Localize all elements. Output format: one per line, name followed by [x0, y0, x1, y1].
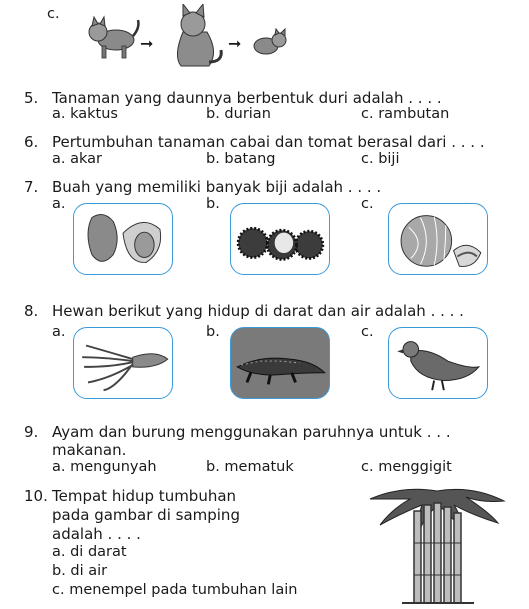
q5-option-b[interactable]: b. durian — [206, 106, 271, 122]
kitten-image — [86, 12, 142, 62]
q9-text-line1: Ayam dan burung menggunakan paruhnya untuk . . . — [52, 423, 451, 441]
q5-option-a[interactable]: a. kaktus — [52, 106, 118, 122]
q4-option-c-label: c. — [47, 6, 60, 22]
q10-text-line2: pada gambar di samping — [52, 506, 240, 524]
q8-number: 8. — [24, 302, 39, 320]
q10-option-c[interactable]: c. menempel pada tumbuhan lain — [52, 582, 298, 598]
q6-option-c[interactable]: c. biji — [361, 151, 400, 167]
q5-text: Tanaman yang daunnya berbentuk duri adalah . . . . — [52, 89, 442, 107]
q10-text-line3: adalah . . . . — [52, 525, 141, 543]
melon-image[interactable] — [388, 203, 488, 275]
q7-option-b[interactable]: b. — [206, 196, 220, 212]
rambutan-image[interactable] — [230, 203, 330, 275]
q10-option-a[interactable]: a. di darat — [52, 544, 127, 560]
arrow-icon: ➞ — [228, 34, 242, 53]
q10-option-b[interactable]: b. di air — [52, 563, 108, 579]
q9-option-a[interactable]: a. mengunyah — [52, 459, 157, 475]
baby-kitten-image — [252, 28, 288, 56]
q7-text: Buah yang memiliki banyak biji adalah . . . . — [52, 178, 382, 196]
mango-image[interactable] — [73, 203, 173, 275]
q7-option-c[interactable]: c. — [361, 196, 374, 212]
q6-option-a[interactable]: a. akar — [52, 151, 102, 167]
q5-number: 5. — [24, 89, 39, 107]
q7-number: 7. — [24, 178, 39, 196]
q7-option-a[interactable]: a. — [52, 196, 66, 212]
q6-number: 6. — [24, 133, 39, 151]
q6-option-b[interactable]: b. batang — [206, 151, 276, 167]
q10-text-line1: Tempat hidup tumbuhan — [52, 487, 237, 505]
q8-option-c[interactable]: c. — [361, 324, 374, 340]
q5-option-c[interactable]: c. rambutan — [361, 106, 450, 122]
q9-option-b[interactable]: b. mematuk — [206, 459, 294, 475]
squid-image[interactable] — [73, 327, 173, 399]
arrow-icon: ➞ — [140, 34, 154, 53]
q8-option-a[interactable]: a. — [52, 324, 66, 340]
q10-number: 10. — [24, 487, 48, 505]
adult-cat-image — [163, 4, 225, 70]
q9-text-line2: makanan. — [52, 441, 127, 459]
q9-option-c[interactable]: c. menggigit — [361, 459, 452, 475]
q8-text: Hewan berikut yang hidup di darat dan air adalah . . . . — [52, 302, 464, 320]
pigeon-image[interactable] — [388, 327, 488, 399]
q6-text: Pertumbuhan tanaman cabai dan tomat berasal dari . . . . — [52, 133, 485, 151]
bamboo-image — [362, 483, 512, 605]
q8-option-b[interactable]: b. — [206, 324, 220, 340]
crocodile-image[interactable] — [230, 327, 330, 399]
q9-number: 9. — [24, 423, 39, 441]
